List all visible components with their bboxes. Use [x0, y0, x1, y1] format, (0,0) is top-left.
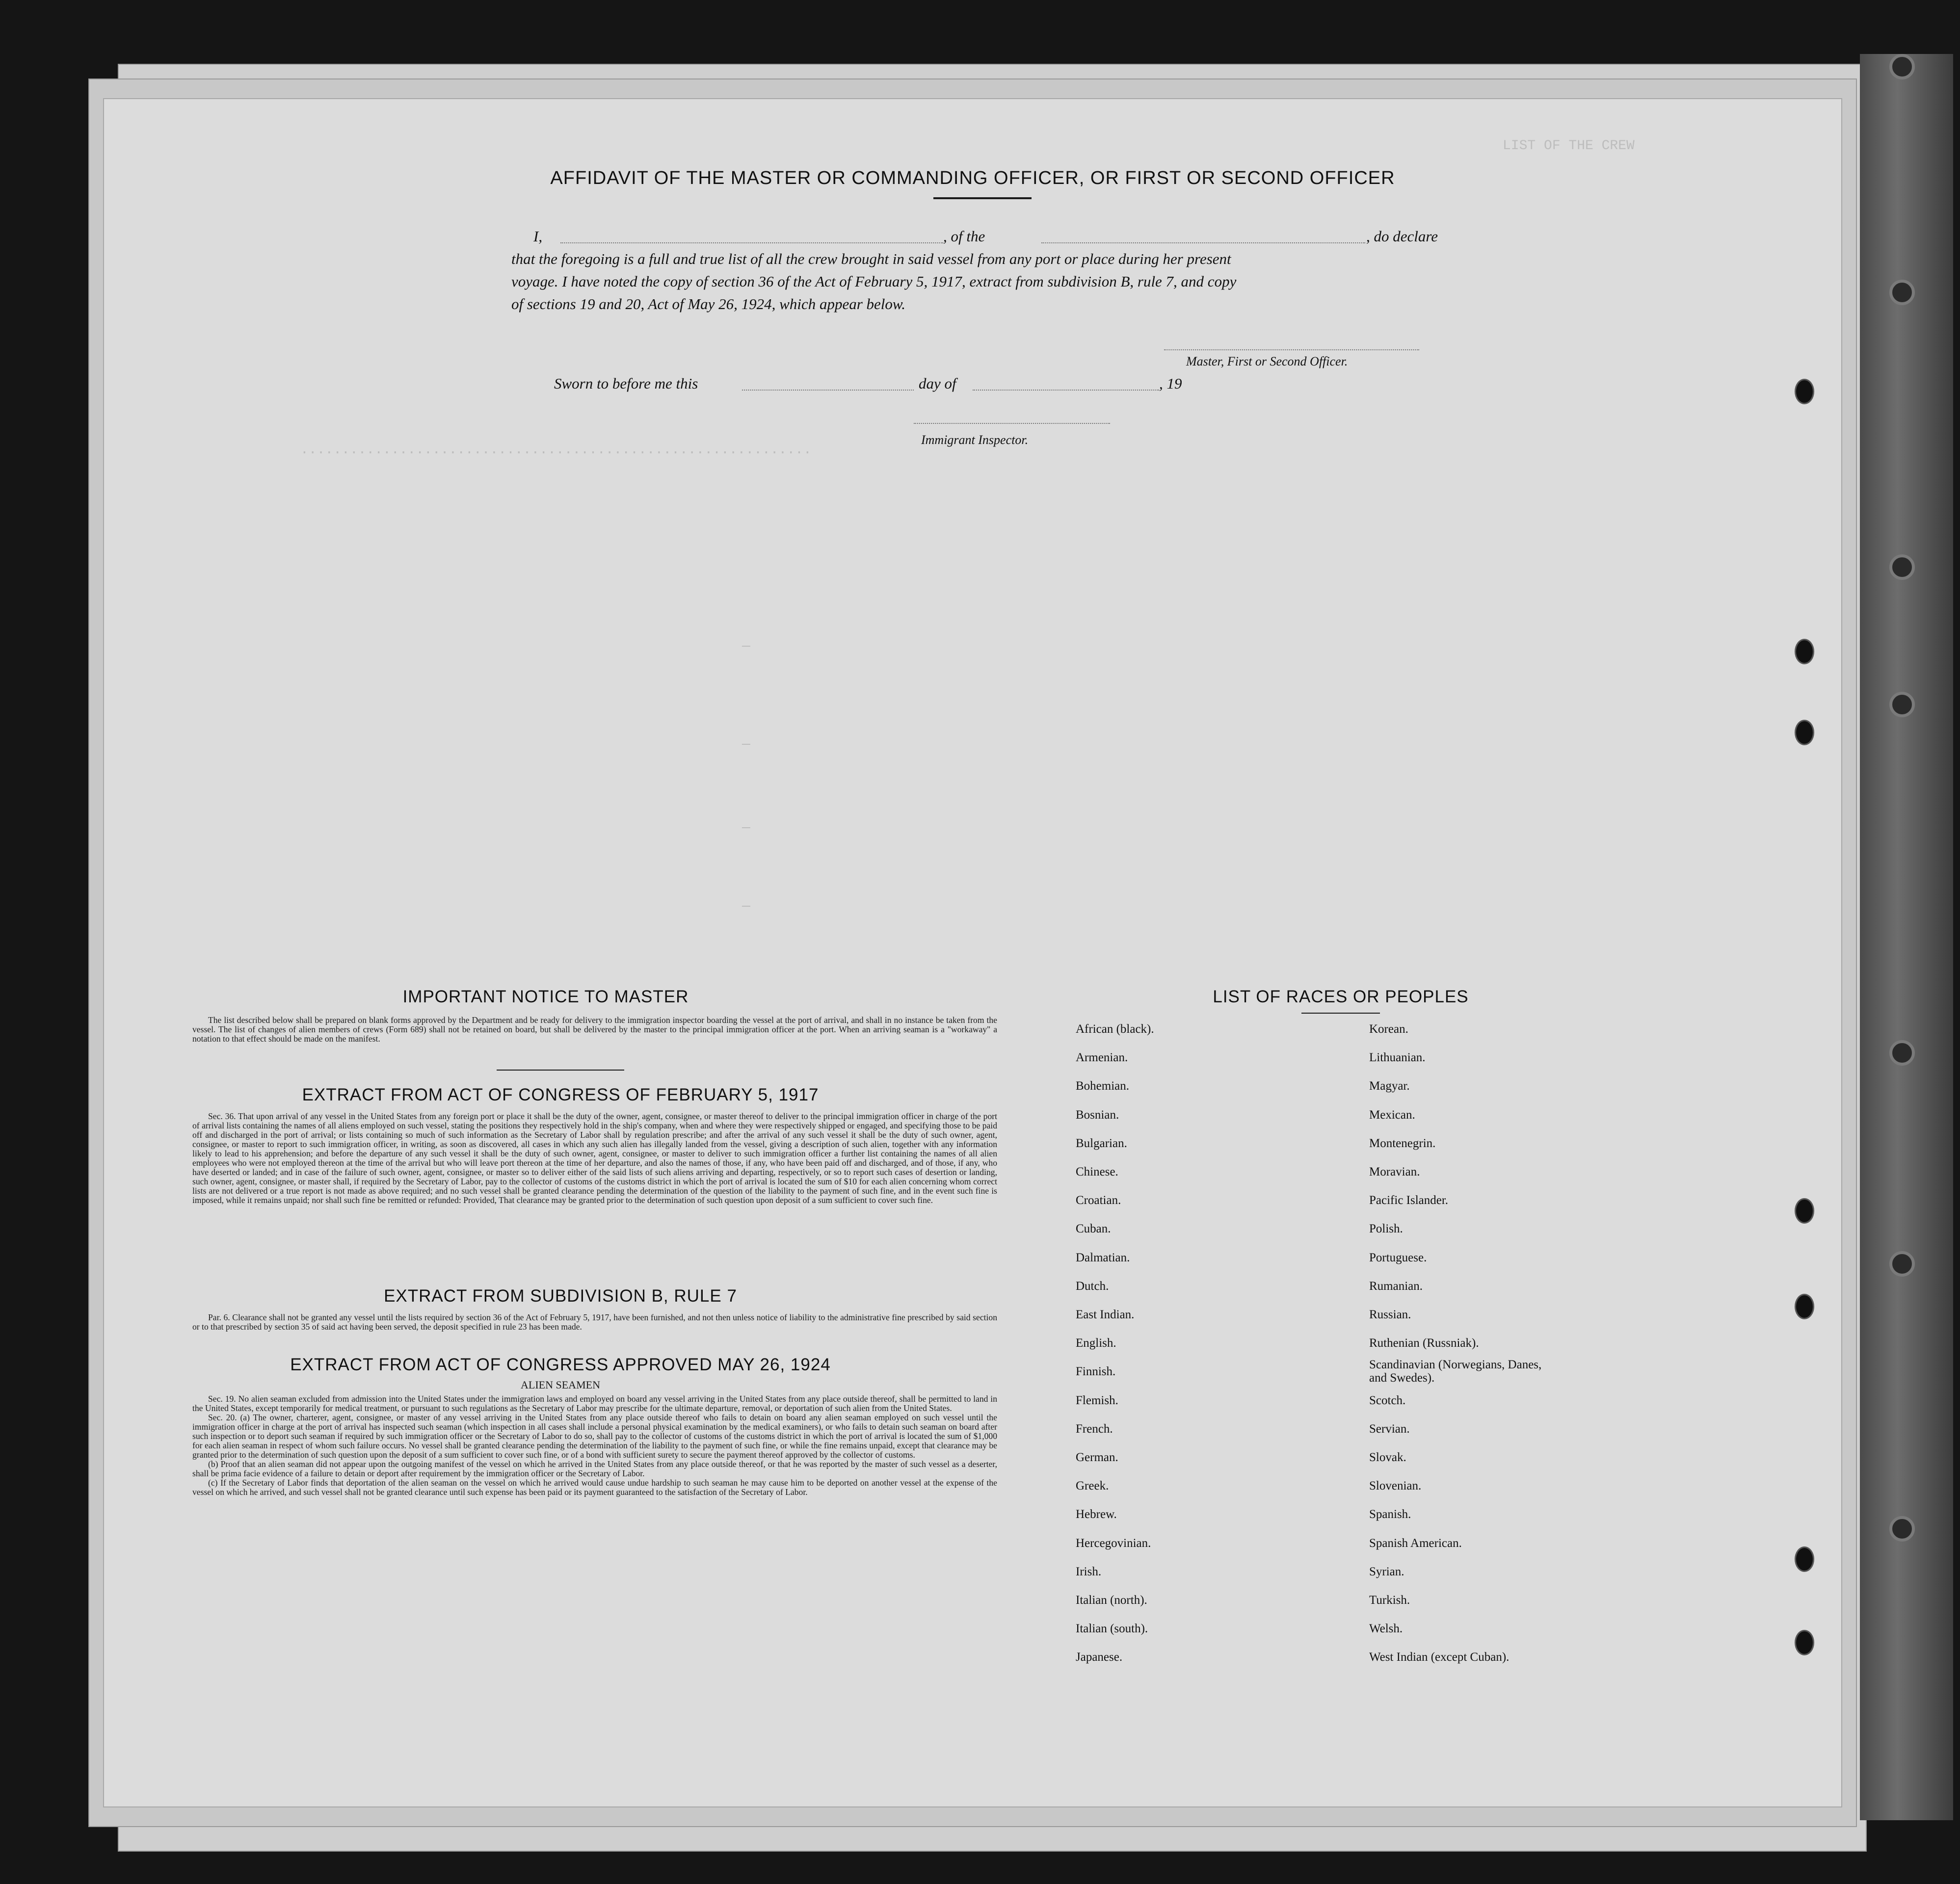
extract-rule7-text [192, 1313, 997, 1342]
binder-ring [1889, 554, 1915, 580]
race-entry: Italian (north). [1076, 1594, 1147, 1607]
race-entry: Finnish. [1076, 1365, 1116, 1379]
inspector-label: Immigrant Inspector. [921, 433, 1029, 447]
race-entry: Bulgarian. [1076, 1136, 1127, 1150]
affidavit-text-line: of sections 19 and 20, Act of May 26, 1924, which appear below. [511, 295, 906, 313]
affidavit-do-declare: , do declare [1366, 228, 1438, 245]
race-entry: Bohemian. [1076, 1079, 1130, 1093]
punch-hole [1795, 1630, 1814, 1655]
year-prefix: , 19 [1159, 375, 1182, 392]
race-entry: Japanese. [1076, 1650, 1123, 1664]
race-entry: Armenian. [1076, 1051, 1128, 1065]
punch-hole [1795, 1546, 1814, 1572]
bleed-through-text: .............................................................. [300, 443, 812, 458]
bleed-through-text: — [742, 899, 750, 914]
punch-hole [1795, 1198, 1814, 1224]
race-entry: Mexican. [1369, 1108, 1415, 1122]
race-entry: Slovenian. [1369, 1479, 1422, 1493]
affidavit-of-the: , of the [943, 228, 985, 245]
master-signature-label: Master, First or Second Officer. [1186, 354, 1348, 368]
alien-seamen-subtitle: ALIEN SEAMEN [521, 1379, 600, 1391]
race-entry: Slovak. [1369, 1451, 1406, 1464]
extract-1924-text [192, 1394, 997, 1600]
race-entry: Korean. [1369, 1022, 1408, 1036]
punch-hole [1795, 379, 1814, 404]
sec20a-paragraph: Sec. 20. (a) The owner, charterer, agent, consignee, or master of any vessel arriving in the United States from any place outside thereof who fails to detain on board any alien seaman employed on such vessel until the immigration officer in charge at the port of arrival has inspected such seaman (which inspection in all cases shall include a personal physical examination by the medical examiners), or who fails to detain such seaman on board after such inspection or to deport such seaman if required by such immigration officer or the Secretary of Labor to do so, shall pay to the collector of customs of the customs district in which the port of arrival is located the sum of $1,000 for each alien seaman in respect of whom such failure occurs. No vessel shall be granted clearance pending the determination of the liability to the payment of such fine, or while the fine remains unpaid, except that clearance may be granted prior to the determination of such question upon the deposit of a sum sufficient to cover such fine, or of a bond with sufficient surety to secure the payment thereof approved by the collector of customs. [192, 1413, 997, 1460]
race-entry: Spanish American. [1369, 1536, 1462, 1550]
race-entry: Hebrew. [1076, 1508, 1117, 1521]
sec20c-paragraph: (c) If the Secretary of Labor finds that deportation of the alien seaman on the vessel on which he arrived would cause undue hardship to such seaman he may cause him to be deported on another vessel at the expense of the vessel on which he arrived, and such vessel shall not be granted clearance until such expense has been paid or its payment guaranteed to the satisfaction of the Secretary of Labor. [192, 1478, 997, 1497]
race-entry: Ruthenian (Russniak). [1369, 1336, 1479, 1350]
affidavit-title: AFFIDAVIT OF THE MASTER OR COMMANDING OFFICER, OR FIRST OR SECOND OFFICER [550, 168, 1395, 188]
bleed-through-text: — [742, 820, 750, 836]
race-entry: Russian. [1369, 1308, 1411, 1321]
race-entry: Croatian. [1076, 1194, 1121, 1207]
race-entry: Magyar. [1369, 1079, 1410, 1093]
notice-title: IMPORTANT NOTICE TO MASTER [402, 987, 689, 1006]
race-entry: Scandinavian (Norwegians, Danes, and Swedes). [1369, 1358, 1542, 1385]
race-entry: Greek. [1076, 1479, 1109, 1493]
race-entry: Irish. [1076, 1565, 1102, 1578]
race-entry: Hercegovinian. [1076, 1536, 1151, 1550]
sworn-day-field[interactable] [742, 390, 914, 391]
sec36-paragraph: Sec. 36. That upon arrival of any vessel in the United States from any foreign port or place it shall be the duty of the owner, agent, consignee, or master thereof to deliver to the principal immigration officer in charge of the port of arrival lists containing the names of all aliens employed on such vessel, stating the positions they respectively hold in the ship's company, when and where they were respectively shipped or engaged, and specifying those to be paid off and discharged in the port of arrival; or lists containing so much of such information as the Secretary of Labor shall by regulation prescribe; and after the arrival of any such vessel it shall be the duty of such owner, agent, consignee, or master to report to such immigration officer, in writing, as soon as discovered, all cases in which any such alien has illegally landed from the vessel, giving a description of such alien, together with any information likely to lead to his apprehension; and before the departure of any such vessel it shall be the duty of such owner, agent, consignee, or master to deliver to such immigration officer a further list containing the names of all alien employees who were not employed thereon at the time of the arrival but who will leave port thereon at the time of her departure, and also the names of those, if any, who have been paid off and discharged, and of those, if any, who have deserted or landed; and in case of the failure of such owner, agent, consignee, or master so to deliver either of the said lists of such aliens arriving and departing, respectively, or so to report such cases of desertion or landing, such owner, agent, consignee, or master shall, if required by the Secretary of Labor, pay to the collector of customs of the customs district in which the port of arrival is located the sum of $10 for each alien concerning whom correct lists are not delivered or a true report is not made as above required; and no such vessel shall be granted clearance pending the determination of the question of the liability to the payment of such fine, and in the event such fine is imposed, while it remains unpaid; nor shall such fine be remitted or refunded: Provided, That clearance may be granted prior to the determination of such question upon deposit of a sum sufficient to cover such fine. [192, 1112, 997, 1205]
binder-ring [1889, 1516, 1915, 1542]
section-rule [497, 1070, 624, 1071]
race-entry: Dutch. [1076, 1279, 1109, 1293]
race-entry: Syrian. [1369, 1565, 1404, 1578]
race-entry: Portuguese. [1369, 1251, 1427, 1264]
race-entry: Rumanian. [1369, 1279, 1423, 1293]
race-entry: West Indian (except Cuban). [1369, 1650, 1510, 1664]
sec19-paragraph: Sec. 19. No alien seaman excluded from admission into the United States under the immigration laws and employed on board any vessel arriving in the United States from any place outside thereof, shall be permitted to land in the United States, except temporarily for medical treatment, or pursuant to such regulations as the Secretary of Labor may prescribe for the ultimate departure, removal, or deportation of such alien from the United States. [192, 1394, 997, 1413]
race-entry: Bosnian. [1076, 1108, 1119, 1122]
race-entry: African (black). [1076, 1022, 1154, 1036]
race-entry: Welsh. [1369, 1622, 1403, 1636]
punch-hole [1795, 639, 1814, 664]
race-entry: Flemish. [1076, 1393, 1118, 1407]
day-of-label: day of [919, 375, 956, 392]
sec20b-paragraph: (b) Proof that an alien seaman did not appear upon the outgoing manifest of the vessel on which he arrived in the United States from any place outside thereof, or that he was reported by the master of such vessel as a deserter, shall be prima facie evidence of a failure to detain or deport after requirement by the immigration officer or the Secretary of Labor. [192, 1459, 997, 1478]
bleed-through-text: — [742, 737, 750, 752]
sworn-to-label: Sworn to before me this [554, 375, 698, 392]
master-signature-field[interactable] [1164, 349, 1419, 350]
race-entry: Servian. [1369, 1422, 1410, 1436]
notice-text [192, 1016, 997, 1065]
race-entry: Lithuanian. [1369, 1051, 1426, 1065]
race-entry: English. [1076, 1336, 1116, 1350]
race-entry: Cuban. [1076, 1222, 1111, 1236]
rule7-paragraph: Par. 6. Clearance shall not be granted any vessel until the lists required by section 36 of the Act of February 5, 1917, have been furnished, and not then unless notice of liability to the administrative fine prescribed by said section or to that prescribed by section 35 of said act having been served, the deposit specified in rule 23 has been made. [192, 1313, 997, 1332]
extract-1917-title: EXTRACT FROM ACT OF CONGRESS OF FEBRUARY 5, 1917 [302, 1085, 819, 1104]
inspector-signature-field[interactable] [914, 423, 1110, 424]
notice-paragraph: The list described below shall be prepared on blank forms approved by the Department and be ready for delivery to the immigration inspector boarding the vessel at the port of arrival, and shall in no instance be taken from the vessel. The list of changes of alien members of crews (Form 689) shall not be retained on board, but shall be delivered by the master to the principal immigration officer at the port. When an arriving seaman is a "workaway" a notation to that effect should be made on the manifest. [192, 1016, 997, 1044]
race-entry: Spanish. [1369, 1508, 1411, 1521]
title-rule [933, 197, 1032, 199]
punch-hole [1795, 1294, 1814, 1319]
document-page [103, 98, 1842, 1807]
race-entry: Polish. [1369, 1222, 1403, 1236]
race-entry: French. [1076, 1422, 1113, 1436]
bleed-through-text: LIST OF THE CREW [1503, 138, 1635, 154]
race-entry: Scotch. [1369, 1393, 1406, 1407]
bleed-through-text: — [742, 639, 750, 654]
extract-rule7-title: EXTRACT FROM SUBDIVISION B, RULE 7 [384, 1286, 737, 1306]
officer-name-field[interactable] [560, 242, 943, 243]
binder-ring [1889, 1251, 1915, 1277]
binder-ring [1889, 692, 1915, 717]
affidavit-i-label: I, [533, 228, 543, 245]
race-entry: German. [1076, 1451, 1118, 1464]
sworn-month-field[interactable] [973, 390, 1159, 391]
binder-strip [1860, 54, 1953, 1820]
race-entry: Italian (south). [1076, 1622, 1148, 1636]
race-entry: Moravian. [1369, 1165, 1420, 1178]
binder-ring [1889, 1040, 1915, 1066]
binder-ring [1889, 54, 1915, 79]
race-entry: Turkish. [1369, 1594, 1410, 1607]
vessel-name-field[interactable] [1041, 242, 1365, 243]
punch-hole [1795, 720, 1814, 745]
races-title-rule [1301, 1013, 1380, 1014]
race-entry: Pacific Islander. [1369, 1194, 1449, 1207]
race-entry: East Indian. [1076, 1308, 1135, 1321]
affidavit-text-line: that the foregoing is a full and true list of all the crew brought in said vessel from any port or place during her present [511, 250, 1231, 267]
race-entry: Montenegrin. [1369, 1136, 1436, 1150]
binder-ring [1889, 280, 1915, 305]
race-entry: Dalmatian. [1076, 1251, 1130, 1264]
races-title: LIST OF RACES OR PEOPLES [1213, 987, 1469, 1006]
race-entry: Chinese. [1076, 1165, 1118, 1178]
extract-1924-title: EXTRACT FROM ACT OF CONGRESS APPROVED MAY 26, 1924 [290, 1355, 831, 1374]
extract-1917-text [192, 1112, 997, 1279]
affidavit-text-line: voyage. I have noted the copy of section 36 of the Act of February 5, 1917, extract from subdivision B, rule 7, and copy [511, 273, 1237, 290]
